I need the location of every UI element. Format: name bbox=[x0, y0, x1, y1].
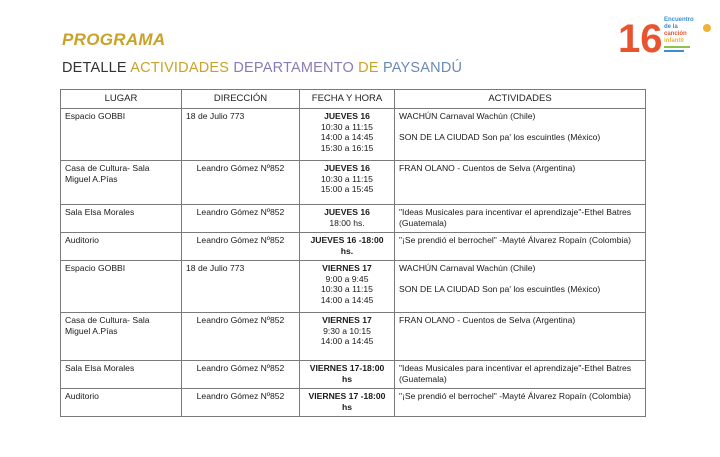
cell-fecha bbox=[300, 361, 395, 389]
actividad: WACHÚN Carnaval Wachún (Chile) bbox=[399, 263, 536, 273]
cell-lugar: Espacio GOBBI bbox=[61, 261, 182, 313]
column-header-lugar: LUGAR bbox=[61, 90, 182, 109]
cell-lugar: Auditorio bbox=[61, 233, 182, 261]
actividad: "¡Se prendió el berrochel" -Mayté Álvarez Ropaín (Colombia) bbox=[399, 391, 632, 401]
subtitle-part: DE bbox=[358, 60, 383, 76]
logo-number: 16 bbox=[618, 17, 663, 60]
table-row bbox=[61, 313, 646, 361]
column-header-direccion: DIRECCIÓN bbox=[182, 90, 300, 109]
event-logo bbox=[618, 12, 714, 60]
cell-actividades bbox=[395, 313, 646, 361]
cell-actividades bbox=[395, 389, 646, 417]
fecha-dia: VIERNES 17 bbox=[322, 315, 372, 325]
cell-actividades bbox=[395, 233, 646, 261]
actividad: "Ideas Musicales para incentivar el aprendizaje"-Ethel Batres (Guatemala) bbox=[399, 207, 632, 228]
fecha-hora: 15:30 a 16:15 bbox=[320, 142, 374, 153]
fecha-hora: 14:00 a 14:45 bbox=[320, 336, 374, 346]
fecha-hora: 14:00 a 14:45 bbox=[320, 294, 374, 305]
cell-actividades bbox=[395, 161, 646, 205]
cell-lugar: Sala Elsa Morales bbox=[61, 205, 182, 233]
cell-actividades bbox=[395, 205, 646, 233]
cell-lugar: Casa de Cultura- Sala Miguel A.Pías bbox=[61, 313, 182, 361]
logo-line: infantil bbox=[664, 38, 684, 44]
fecha-dia: JUEVES 16 bbox=[324, 111, 370, 121]
fecha-hora: 15:00 a 15:45 bbox=[320, 184, 374, 194]
sun-icon bbox=[703, 24, 711, 32]
subtitle-part: PAYSANDÚ bbox=[382, 60, 463, 76]
cell-direccion: Leandro Gómez Nº852 bbox=[182, 313, 300, 361]
logo-line: canción bbox=[664, 31, 687, 37]
fecha-dia: VIERNES 17-18:00 hs bbox=[309, 363, 385, 384]
cell-direccion: Leandro Gómez Nº852 bbox=[182, 233, 300, 261]
cell-fecha bbox=[300, 205, 395, 233]
cell-direccion: 18 de Julio 773 bbox=[182, 109, 300, 161]
logo-bar bbox=[664, 50, 684, 52]
table-row bbox=[61, 361, 646, 389]
cell-direccion: 18 de Julio 773 bbox=[182, 261, 300, 313]
table-row bbox=[61, 205, 646, 233]
cell-direccion: Leandro Gómez Nº852 bbox=[182, 389, 300, 417]
table-header-row bbox=[61, 90, 646, 109]
fecha-hora: 14:00 a 14:45 bbox=[320, 132, 374, 142]
table-row bbox=[61, 233, 646, 261]
fecha-hora: 10:30 a 11:15 bbox=[321, 173, 373, 184]
cell-fecha bbox=[300, 109, 395, 161]
cell-lugar: Auditorio bbox=[61, 389, 182, 417]
fecha-dia: VIERNES 17 -18:00 hs bbox=[308, 391, 386, 412]
fecha-hora: 9:30 a 10:15 bbox=[323, 325, 371, 336]
actividad: FRAN OLANO - Cuentos de Selva (Argentina) bbox=[399, 163, 576, 173]
actividad: "Ideas Musicales para incentivar el aprendizaje"-Ethel Batres (Guatemala) bbox=[399, 363, 632, 384]
cell-direccion: Leandro Gómez Nº852 bbox=[182, 161, 300, 205]
column-header-actividades: ACTIVIDADES bbox=[395, 90, 646, 109]
logo-line: de la bbox=[664, 24, 678, 30]
subtitle-part: DEPARTAMENTO bbox=[233, 60, 359, 76]
cell-fecha bbox=[300, 233, 395, 261]
cell-fecha bbox=[300, 389, 395, 417]
cell-fecha bbox=[300, 261, 395, 313]
fecha-dia: VIERNES 17 bbox=[322, 263, 372, 273]
actividad: WACHÚN Carnaval Wachún (Chile) bbox=[399, 111, 536, 121]
fecha-hora: 18:00 hs. bbox=[329, 217, 365, 228]
fecha-dia: JUEVES 16 -18:00 hs. bbox=[310, 235, 384, 256]
cell-fecha bbox=[300, 313, 395, 361]
column-header-fecha: FECHA Y HORA bbox=[300, 90, 395, 109]
table-row bbox=[61, 109, 646, 161]
actividad: SON DE LA CIUDAD Son pa' los escuintles (México) bbox=[399, 131, 601, 142]
table-row bbox=[61, 261, 646, 313]
fecha-dia: JUEVES 16 bbox=[324, 163, 370, 173]
cell-direccion: Leandro Gómez Nº852 bbox=[182, 361, 300, 389]
fecha-hora: 10:30 a 11:15 bbox=[321, 284, 373, 294]
logo-bar bbox=[664, 46, 690, 48]
cell-actividades bbox=[395, 109, 646, 161]
fecha-hora: 9:00 a 9:45 bbox=[325, 273, 369, 284]
page-title: PROGRAMA bbox=[62, 30, 166, 49]
table-row bbox=[61, 389, 646, 417]
fecha-hora: 10:30 a 11:15 bbox=[321, 121, 373, 132]
cell-actividades bbox=[395, 261, 646, 313]
actividad: FRAN OLANO - Cuentos de Selva (Argentina) bbox=[399, 315, 576, 325]
subtitle-part: ACTIVIDADES bbox=[130, 60, 234, 76]
cell-actividades bbox=[395, 361, 646, 389]
table-row bbox=[61, 161, 646, 205]
fecha-dia: JUEVES 16 bbox=[324, 207, 370, 217]
cell-direccion: Leandro Gómez Nº852 bbox=[182, 205, 300, 233]
subtitle-part: DETALLE bbox=[62, 60, 131, 76]
actividad: SON DE LA CIUDAD Son pa' los escuintles (México) bbox=[399, 283, 601, 294]
cell-lugar: Casa de Cultura- Sala Miguel A.Pías bbox=[61, 161, 182, 205]
program-table bbox=[60, 89, 646, 417]
cell-fecha bbox=[300, 161, 395, 205]
page-subtitle bbox=[62, 60, 462, 76]
logo-line: Encuentro bbox=[664, 17, 694, 23]
cell-lugar: Sala Elsa Morales bbox=[61, 361, 182, 389]
cell-lugar: Espacio GOBBI bbox=[61, 109, 182, 161]
actividad: "¡Se prendió el berrochel" -Mayté Álvarez Ropaín (Colombia) bbox=[399, 235, 632, 245]
